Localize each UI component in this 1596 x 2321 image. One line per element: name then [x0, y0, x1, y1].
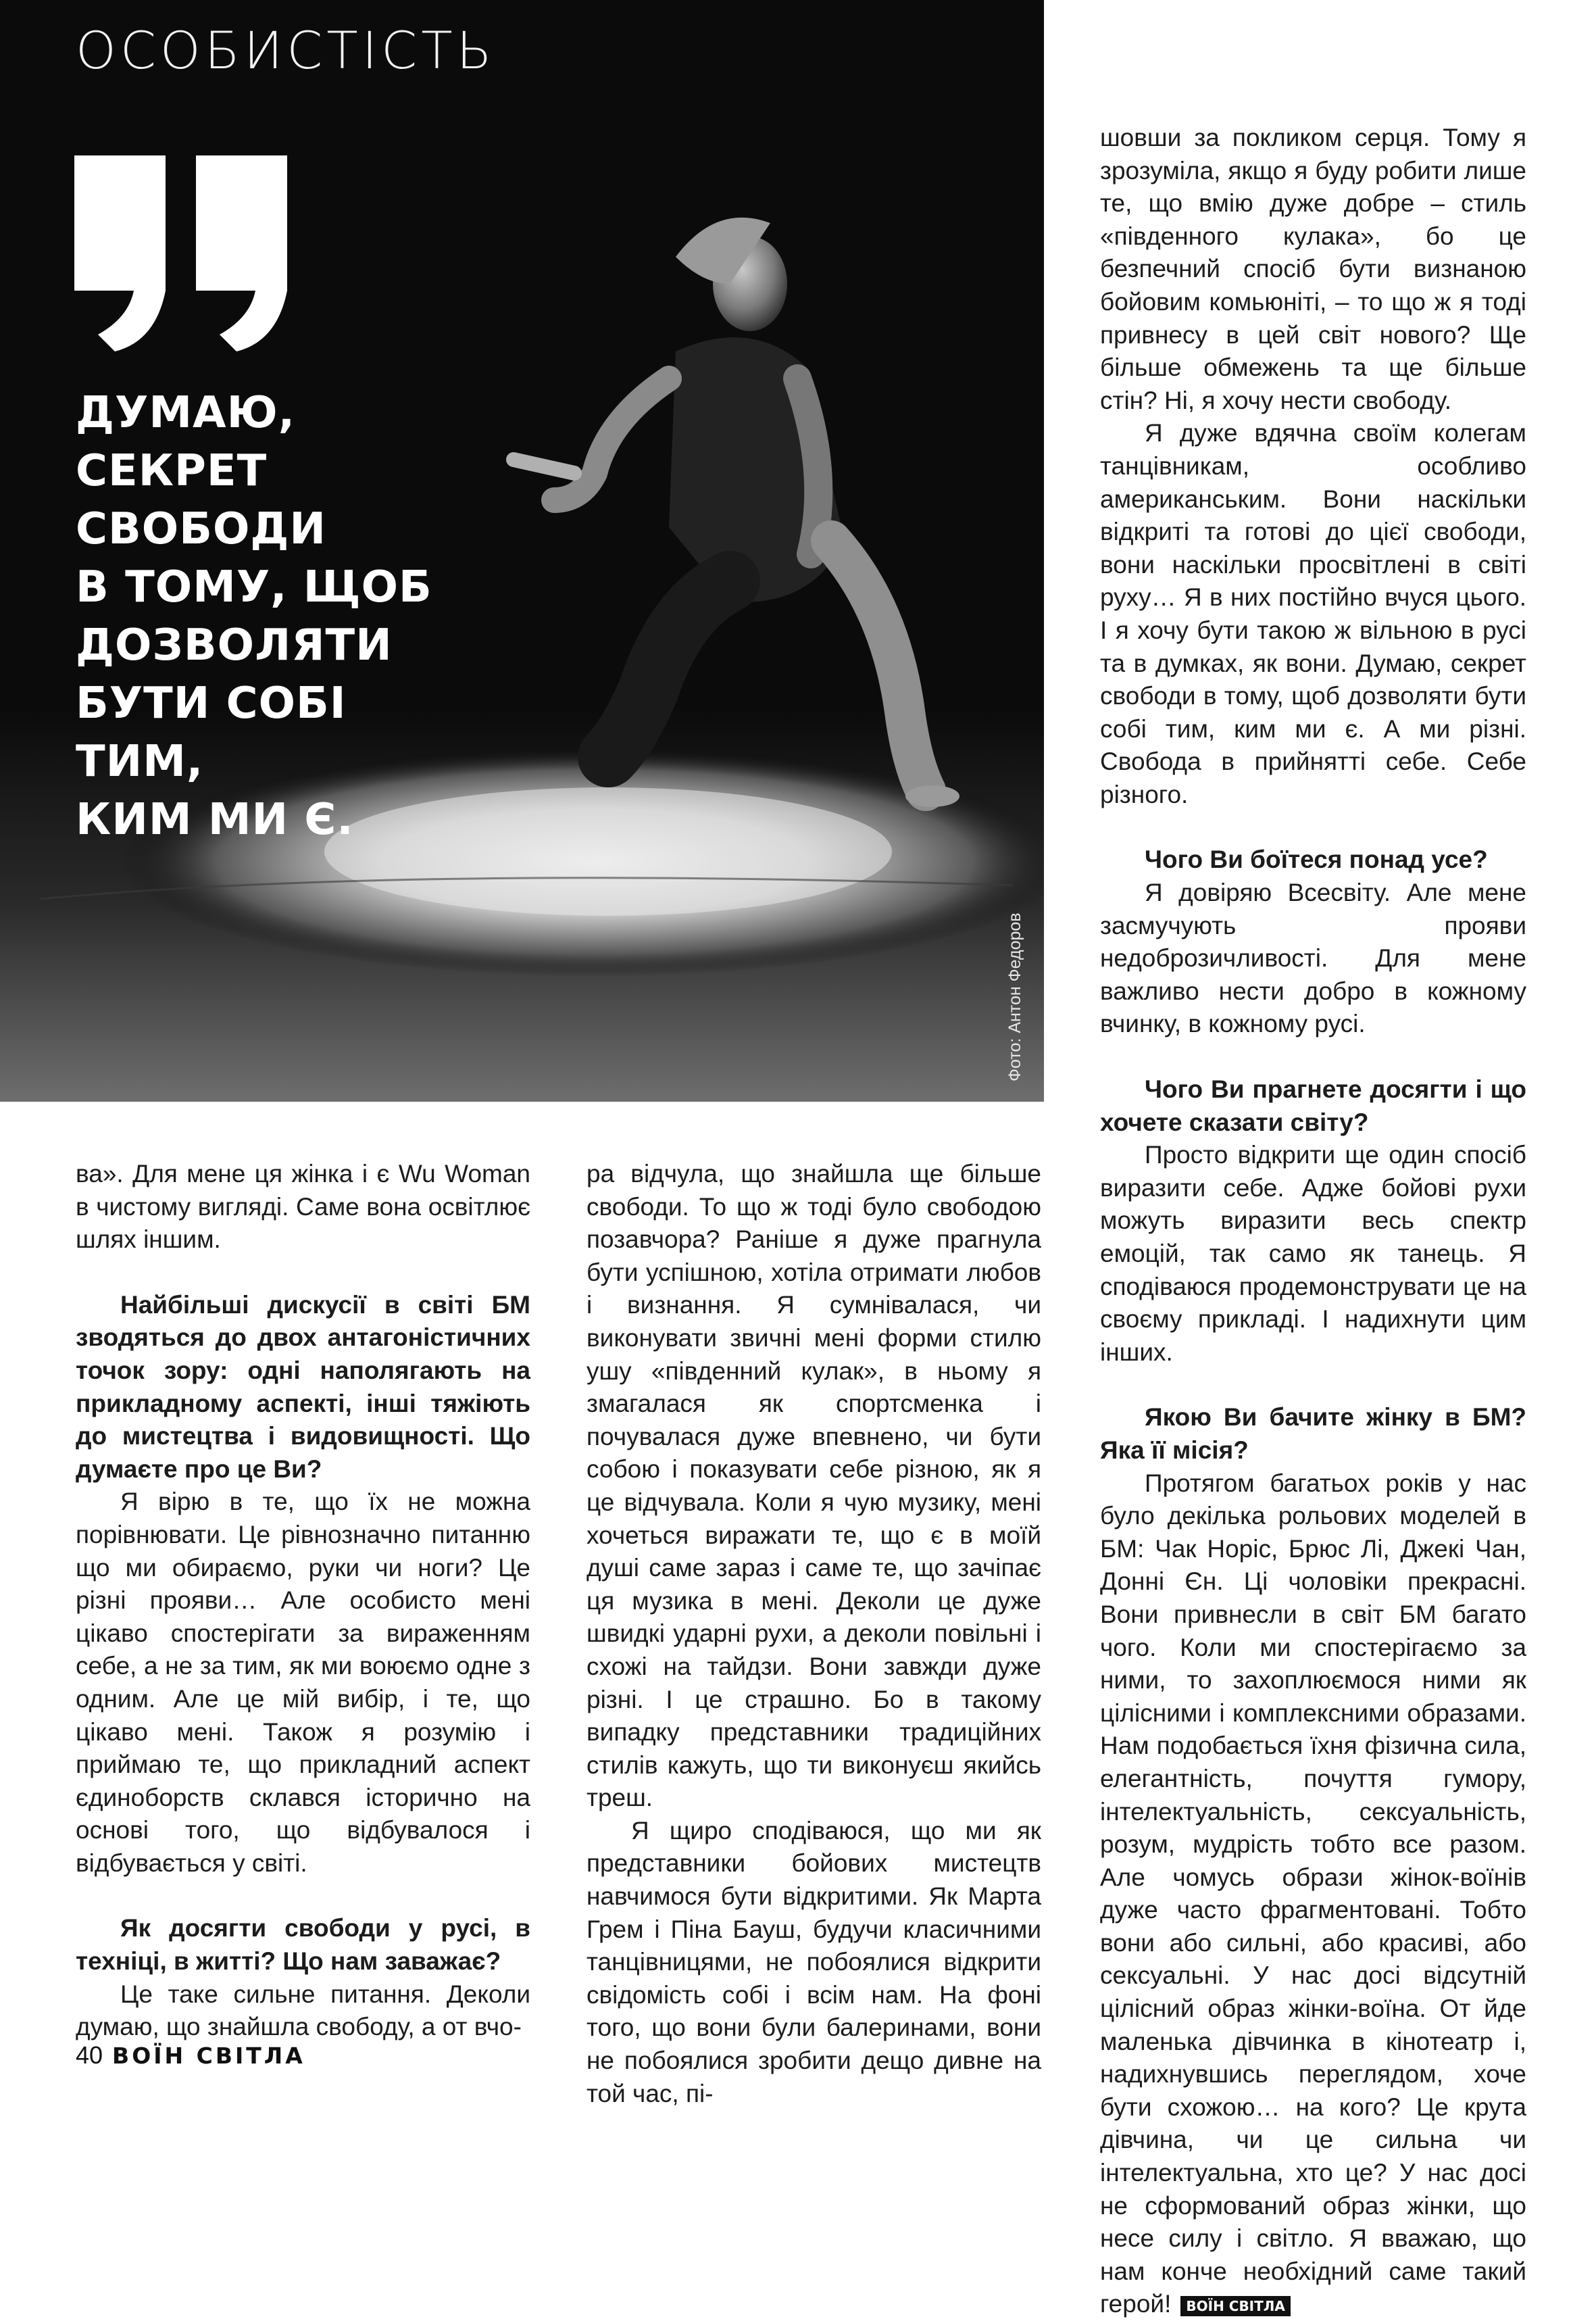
interview-question: Як досягти свободи у русі, в техніці, в житті? Що нам заважає?	[76, 1914, 530, 1976]
page-footer	[76, 2041, 305, 2070]
pull-quote-line: КИМ МИ Є.	[76, 795, 354, 845]
paragraph: Це таке сильне питання. Деколи думаю, що знайшла свободу, а от вчо-	[76, 1980, 530, 2041]
interview-question: Якою Ви бачите жінку в БМ? Яка її місія?	[1100, 1403, 1526, 1464]
page-number: 40	[76, 2041, 103, 2069]
paragraph	[1100, 1467, 1526, 2321]
interview-question: Чого Ви прагнете досягти і що хочете сказати світу?	[1100, 1075, 1526, 1136]
hero-photo	[0, 0, 1044, 1102]
paragraph: Я щиро сподіваюся, що ми як представники бойових мистецтв навчимося бути відкритими. Як Марта Грем і Піна Бауш, будучи класичними танцівницями, не побоялися відкрити свідомість собі і всім нам. На фоні того, що вони були балеринами, вони не побоялися зробити дещо дивне на той час, пі-	[587, 1816, 1041, 2107]
paragraph: шовши за покликом серця. Тому я зрозуміла, якщо я буду робити лише те, що вмію дуже добре – стиль «південного кулака», бо це безпечний спосіб бути визнаною бойовим комьюніті, – то що ж я тоді привнесу в цей світ нового? Ще більше обмежень та ще більше стін? Ні, я хочу нести свободу.	[1100, 124, 1526, 414]
pull-quote	[76, 384, 454, 849]
paragraph: Я довіряю Всесвіту. Але мене засмучують прояви недоброзичливості. Для мене важливо нести добро в кожному вчинку, в кожному русі.	[1100, 879, 1526, 1038]
paragraph: Я дуже вдячна своїм колегам танцівникам, особливо американським. Вони наскільки відкриті та готові до цієї свободи, вони наскільки просвітлені в світі руху… Я в них постійно вчуся цього. І я хочу бути такою ж вільною в русі та в думках, як вони. Думаю, секрет свободи в тому, щоб дозволяти бути собі тим, ким ми є. А ми різні. Свобода в прийнятті себе. Себе різного.	[1100, 419, 1526, 808]
photo-credit: Фото: Антон Федоров	[1005, 912, 1024, 1081]
quote-mark-icon	[74, 155, 287, 351]
article-column-3	[1100, 122, 1526, 2321]
pull-quote-line: БУТИ СОБІ ТИМ,	[76, 679, 347, 787]
paragraph: ва». Для мене ця жінка і є Wu Woman в чистому вигляді. Саме вона освітлює шлях іншим.	[76, 1160, 530, 1254]
paragraph: ра відчула, що знайшла ще більше свободи. То що ж тоді було свободою позавчора? Раніше я дуже прагнула бути успішною, хотіла отримати любов і визнання. Я сумнівалася, чи виконувати звичні мені форми стилю ушу «південний кулак», в ньому я змагалася як спортсменка і почувалася дуже впевнено, чи бути собою і показувати себе різною, як я це відчувала. Коли я чую музику, мені хочеться виражати те, що є в моїй душі саме зараз і саме те, що зачіпає ця музика в мені. Деколи це дуже швидкі ударні рухи, а деколи повільні і схожі на тайдзи. Вони завжди дуже різні. І це страшно. Бо в такому випадку представники традиційних стилів кажуть, що ти виконуєш якийсь треш.	[587, 1160, 1041, 1812]
paragraph: Просто відкрити ще один спосіб виразити себе. Адже бойові рухи можуть виразити весь спектр емоцій, так само як танець. Я сподіваюся продемонструвати це на своєму прикладі. І надихнути цим інших.	[1100, 1141, 1526, 1366]
end-mark-logo: ВОЇН СВІТЛА	[1180, 2296, 1290, 2316]
final-paragraph-text: Протягом багатьох років у нас було декілька рольових моделей в БМ: Чак Норіс, Брюс Лі, Джекі Чан, Донні Єн. Ці чоловіки прекрасні. Вони привнесли в світ БМ багато чого. Коли ми спостерігаємо за ними, то захоплюємося ними як цілісними і комплексними образами. Нам подобається їхня фізична сила, елегантність, почуття гумору, інтелектуальність, сексуальність, розум, мудрість тобто все разом. Але чомусь образи жінок-воїнів дуже часто фрагментовані. Тобто вони або сильні, або красиві, або сексуальні. У нас досі відсутній цілісний образ жінки-воїна. От йде маленька дівчинка в кінотеатр і, надихнувшись переглядом, хоче бути схожою… на кого? Це крута дівчина, чи це сильна чи інтелектуальна, хто це? У нас досі не сформований образ жінки, що несе силу і світло. Я вважаю, що нам конче необхідний саме такий герой!	[1100, 1469, 1526, 2318]
interview-question: Найбільші дискусії в світі БМ зводяться до двох антагоністичних точок зору: одні наполягають на прикладному аспекті, інші тяжіють до мистецтва і видовищності. Що думаєте про це Ви?	[76, 1290, 530, 1483]
paragraph: Я вірю в те, що їх не можна порівнювати. Це рівнозначно питанню що ми обираємо, руки чи ноги? Це різні прояви… Але особисто мені цікаво спостерігати за вираженням себе, а не за тим, як ми воюємо одне з одним. Але це мій вибір, і те, що цікаво мені. Також я розумію і приймаю те, що прикладний аспект єдиноборств склався історично на основі того, що відбувалося і відбувається у світі.	[76, 1488, 530, 1877]
pull-quote-line: В ТОМУ, ЩОБ	[76, 562, 432, 612]
article-column-2	[587, 1158, 1041, 2110]
pull-quote-line: СВОБОДИ	[76, 504, 326, 554]
section-title: ОСОБИСТІСТЬ	[76, 20, 496, 80]
pull-quote-line: ДУМАЮ, СЕКРЕТ	[76, 388, 295, 496]
article-column-1	[76, 1158, 530, 2044]
magazine-name: ВОЇН СВІТЛА	[112, 2043, 305, 2069]
pull-quote-line: ДОЗВОЛЯТИ	[76, 620, 393, 670]
interview-question: Чого Ви боїтеся понад усе?	[1145, 846, 1488, 874]
